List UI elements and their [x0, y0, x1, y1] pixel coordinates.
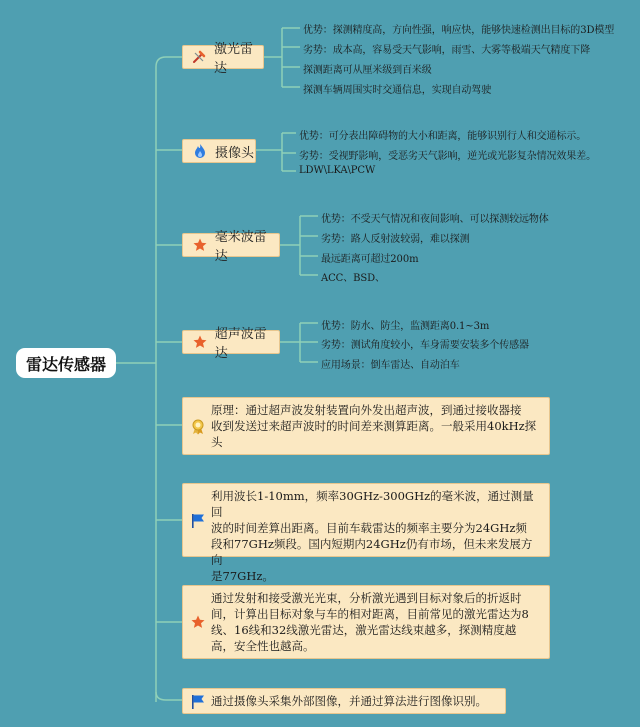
topic-lidar[interactable] [182, 42, 264, 76]
note-line: 间，计算出目标对象与车的相对距离，目前常见的激光雷达为8 [211, 607, 529, 621]
leaf-item: ACC、BSD、 [321, 273, 385, 284]
star-icon [191, 237, 209, 253]
medal-icon [191, 419, 207, 435]
tools-icon [191, 49, 208, 65]
star-icon [191, 334, 209, 350]
leaf-item: 劣势：路人反射波较弱，难以探测 [321, 234, 470, 245]
star-icon [191, 615, 207, 631]
topic-mmwave-radar[interactable] [182, 230, 280, 264]
flame-icon [191, 143, 209, 159]
flag-icon [191, 513, 207, 529]
note-line: 高，安全性也越高。 [211, 639, 315, 653]
leaf-item: 优势：不受天气情况和夜间影响、可以探测较远物体 [321, 214, 549, 225]
flag-icon [191, 694, 207, 710]
topic-label: 摄像头 [215, 145, 255, 161]
leaf-item: 劣势：受视野影响，受恶劣天气影响，逆光或光影复杂情况效果差。 [299, 151, 596, 162]
note-lidar-description[interactable] [182, 585, 550, 659]
leaf-item: 探测车辆周围实时交通信息，实现自动驾驶 [303, 85, 492, 96]
leaf-item: 劣势：成本高，容易受天气影响，雨雪、大雾等极端天气精度下降 [303, 45, 591, 56]
topic-ultrasonic-radar[interactable] [182, 327, 280, 361]
note-line: 是77GHz。 [211, 569, 274, 583]
root-node[interactable] [16, 348, 116, 378]
note-line: 原理：通过超声波发射装置向外发出超声波，到通过接收器接 [211, 403, 522, 417]
note-line: 利用波长1-10mm，频率30GHz-300GHz的毫米波，通过测量回 [211, 489, 534, 519]
note-line: 波的时间差算出距离。目前车载雷达的频率主要分为24GHz频 [211, 521, 527, 535]
note-line: 段和77GHz频段。国内短期内24GHz仍有市场，但未来发展方向 [211, 537, 533, 567]
topic-label: 毫米波雷达 [214, 230, 267, 264]
leaf-item: 探测距离可从厘米级到百米级 [303, 65, 432, 76]
topic-camera[interactable] [182, 139, 256, 163]
leaf-item: 应用场景：倒车雷达、自动泊车 [321, 360, 460, 371]
note-line: 通过发射和接受激光光束，分析激光遇到目标对象后的折返时 [211, 591, 522, 605]
note-mmwave-description[interactable] [182, 483, 550, 583]
topic-label: 激光雷达 [213, 42, 253, 76]
leaf-item: 优势：可分表出障碍物的大小和距离，能够识别行人和交通标示。 [299, 131, 587, 142]
topic-label: 超声波雷达 [214, 327, 267, 361]
note-line: 头 [211, 435, 223, 449]
note-line: 线、16线和32线激光雷达，激光雷达线束越多，探测精度越 [211, 623, 517, 637]
note-ultrasonic-principle[interactable] [182, 397, 550, 455]
leaf-item: 优势：探测精度高，方向性强，响应快，能够快速检测出目标的3D模型 [303, 25, 615, 36]
note-line: 通过摄像头采集外部图像，并通过算法进行图像识别。 [211, 694, 487, 708]
leaf-item: 劣势：测试角度较小，车身需要安装多个传感器 [321, 340, 529, 351]
leaf-item: 最远距离可超过200m [321, 254, 419, 265]
leaf-item: LDW\LKA\PCW [299, 165, 376, 176]
note-camera-description[interactable] [182, 688, 506, 714]
note-line: 收到发送过来超声波时的时间差来测算距离。一般采用40kHz探 [211, 419, 537, 433]
root-label: 雷达传感器 [25, 354, 106, 374]
leaf-item: 优势：防水、防尘，监测距离0.1~3m [321, 321, 490, 332]
